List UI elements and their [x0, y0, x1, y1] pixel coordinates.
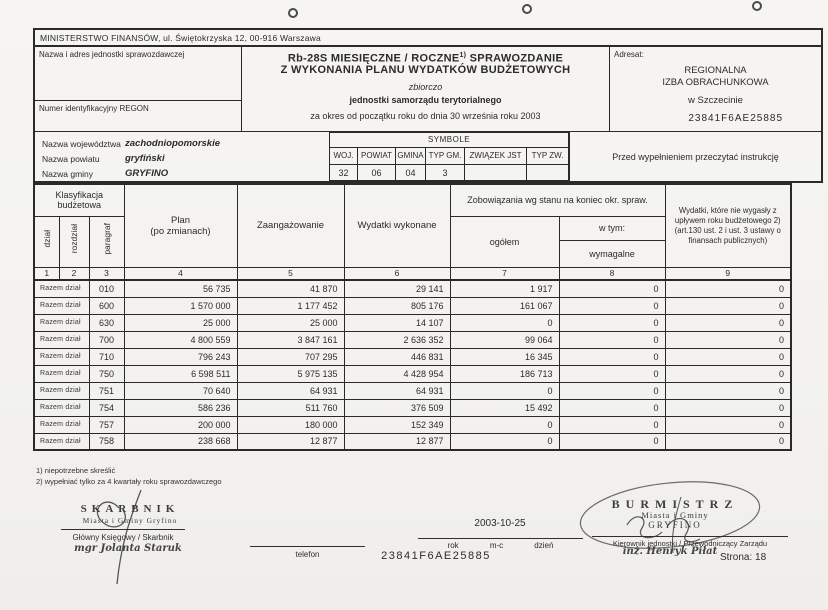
row-label: Razem dział — [34, 297, 89, 314]
row-paragraf-code: 010 — [89, 280, 124, 297]
row-zobowiazania-ogolem: 0 — [450, 314, 559, 331]
table-row — [34, 297, 791, 314]
instruction-note: Przed wypełnieniem przeczytać instrukcję — [569, 132, 821, 181]
footnotes — [36, 466, 222, 488]
symbols-col-header: POWIAT — [358, 147, 396, 165]
row-niewygasle: 0 — [665, 331, 791, 348]
date-unit-year: rok — [447, 541, 459, 550]
county-row: Nazwa powiatu gryfiński — [42, 153, 165, 164]
wymagalne-header: wymagalne — [559, 240, 665, 267]
treasurer-stamp-subtitle: Miasta i Gminy Gryfino — [82, 516, 178, 525]
row-label: Razem dział — [34, 314, 89, 331]
symbols-value — [465, 165, 527, 181]
row-zaangazowanie: 511 760 — [237, 399, 344, 416]
col-number: 1 — [34, 267, 59, 280]
row-plan: 238 668 — [124, 433, 237, 450]
row-label: Razem dział — [34, 348, 89, 365]
col-number: 2 — [59, 267, 89, 280]
treasurer-role-label: Główny Księgowy / Skarbnik — [72, 533, 174, 542]
table-row — [34, 382, 791, 399]
form-header — [33, 28, 823, 183]
row-paragraf-code: 751 — [89, 382, 124, 399]
plan-header: Plan (po zmianach) — [124, 184, 237, 267]
row-label: Razem dział — [34, 433, 89, 450]
report-date: 2003-10-25 — [474, 518, 526, 529]
dzial-header: dział — [34, 216, 59, 267]
row-niewygasle: 0 — [665, 297, 791, 314]
row-zaangazowanie: 3 847 161 — [237, 331, 344, 348]
row-zobowiazania-ogolem: 99 064 — [450, 331, 559, 348]
row-label: Razem dział — [34, 399, 89, 416]
col-number: 4 — [124, 267, 237, 280]
row-paragraf-code: 710 — [89, 348, 124, 365]
punch-hole — [522, 4, 532, 14]
report-period: za okres od początku roku do dnia 30 września roku 2003 — [310, 111, 541, 122]
row-zaangazowanie: 64 931 — [237, 382, 344, 399]
col-number: 7 — [450, 267, 559, 280]
reporting-unit-label: Nazwa i adres jednostki sprawozdawczej — [35, 47, 241, 101]
mayor-signature-line — [592, 536, 788, 537]
row-wymagalne: 0 — [559, 348, 665, 365]
row-wymagalne: 0 — [559, 382, 665, 399]
row-zaangazowanie: 180 000 — [237, 416, 344, 433]
row-wymagalne: 0 — [559, 416, 665, 433]
classification-header: Klasyfikacja budżetowa — [34, 184, 124, 216]
table-row — [34, 348, 791, 365]
scope-collective: zbiorczo — [408, 82, 443, 93]
regon-label: Numer identyfikacyjny REGON — [39, 103, 149, 113]
row-plan: 56 735 — [124, 280, 237, 297]
row-wydatki-wykonane: 12 877 — [344, 433, 450, 450]
symbols-value — [527, 165, 569, 181]
date-unit-labels — [418, 541, 583, 550]
row-plan: 796 243 — [124, 348, 237, 365]
row-label: Razem dział — [34, 365, 89, 382]
row-zaangazowanie: 707 295 — [237, 348, 344, 365]
addressee-block — [610, 47, 821, 131]
footer-form-code: 23841F6AE25885 — [381, 550, 491, 562]
voivodeship-row: Nazwa województwa zachodniopomorskie — [42, 138, 221, 149]
row-zobowiazania-ogolem: 186 713 — [450, 365, 559, 382]
row-wydatki-wykonane: 64 931 — [344, 382, 450, 399]
row-paragraf-code: 750 — [89, 365, 124, 382]
col-number: 8 — [559, 267, 665, 280]
addressee-name: REGIONALNA IZBA OBRACHUNKOWA — [662, 64, 769, 88]
row-zaangazowanie: 41 870 — [237, 280, 344, 297]
punch-hole — [752, 1, 762, 11]
mayor-stamp-city: GRYFINO — [648, 520, 702, 530]
table-row — [34, 365, 791, 382]
row-wymagalne: 0 — [559, 433, 665, 450]
footnote-1: 1) niepotrzebne skreślić — [36, 466, 116, 475]
row-zobowiazania-ogolem: 0 — [450, 416, 559, 433]
niewygasle-header: Wydatki, które nie wygasły z upływem roku budżetowego 2) (art.130 ust. 2 i ust. 3 ustawy o finansach publicznych) — [665, 184, 791, 267]
row-zaangazowanie: 1 177 452 — [237, 297, 344, 314]
territory-block — [35, 132, 329, 181]
mayor-name: inż. Henryk Piłat — [622, 546, 718, 557]
col-number: 9 — [665, 267, 791, 280]
symbols-col-header: TYP ZW. — [527, 147, 569, 165]
budget-table — [33, 183, 792, 451]
column-numbers-row — [34, 267, 791, 280]
table-row — [34, 280, 791, 297]
rozdzial-header: rozdział — [59, 216, 89, 267]
date-unit-month: m-c — [489, 541, 504, 550]
row-plan: 70 640 — [124, 382, 237, 399]
col-number: 5 — [237, 267, 344, 280]
date-line — [418, 538, 583, 539]
addressee-city: w Szczecinie — [688, 94, 743, 106]
row-wymagalne: 0 — [559, 365, 665, 382]
ogolem-header: ogółem — [450, 216, 559, 267]
row-wydatki-wykonane: 29 141 — [344, 280, 450, 297]
mayor-stamp-subtitle: Miasta i Gminy — [641, 510, 709, 520]
phone-label: telefon — [295, 550, 320, 559]
symbols-table — [329, 132, 569, 181]
row-zobowiazania-ogolem: 0 — [450, 433, 559, 450]
row-wymagalne: 0 — [559, 297, 665, 314]
row-paragraf-code: 757 — [89, 416, 124, 433]
symbols-col-header: WOJ. — [330, 147, 358, 165]
symbols-col-header: TYP GM. — [426, 147, 465, 165]
row-wydatki-wykonane: 805 176 — [344, 297, 450, 314]
row-niewygasle: 0 — [665, 365, 791, 382]
symbols-col-header: GMINA — [396, 147, 426, 165]
row-niewygasle: 0 — [665, 416, 791, 433]
addressee-code: 23841F6AE25885 — [688, 112, 783, 124]
mayor-role-label: Kierownik jednostki / Przewodniczący Zarządu — [612, 539, 768, 548]
symbols-value: 3 — [426, 165, 465, 181]
row-wydatki-wykonane: 446 831 — [344, 348, 450, 365]
footnote-2: 2) wypełniać tylko za 4 kwartały roku sprawozdawczego — [36, 476, 222, 486]
row-niewygasle: 0 — [665, 382, 791, 399]
row-wymagalne: 0 — [559, 331, 665, 348]
ministry-header: MINISTERSTWO FINANSÓW, ul. Świętokrzyska 12, 00-916 Warszawa — [35, 30, 821, 47]
report-title-line2: Z WYKONANIA PLANU WYDATKÓW BUDŻETOWYCH — [280, 64, 571, 77]
col-number: 6 — [344, 267, 450, 280]
punch-hole — [288, 8, 298, 18]
symbols-value: 04 — [396, 165, 426, 181]
report-title-block — [242, 47, 610, 131]
mayor-stamp-title: BURMISTRZ — [611, 497, 739, 511]
treasurer-stamp-title: SKARBNIK — [80, 503, 180, 515]
row-zaangazowanie: 25 000 — [237, 314, 344, 331]
row-zobowiazania-ogolem: 161 067 — [450, 297, 559, 314]
zaangazowanie-header: Zaangażowanie — [237, 184, 344, 267]
row-paragraf-code: 700 — [89, 331, 124, 348]
date-unit-day: dzień — [534, 541, 554, 550]
row-paragraf-code: 754 — [89, 399, 124, 416]
row-wydatki-wykonane: 152 349 — [344, 416, 450, 433]
treasurer-name: mgr Jolanta Staruk — [74, 543, 182, 554]
col-number: 3 — [89, 267, 124, 280]
row-wydatki-wykonane: 2 636 352 — [344, 331, 450, 348]
row-label: Razem dział — [34, 382, 89, 399]
paragraf-header: paragraf — [89, 216, 124, 267]
commune-row: Nazwa gminy GRYFINO — [42, 168, 169, 179]
row-wydatki-wykonane: 4 428 954 — [344, 365, 450, 382]
row-plan: 200 000 — [124, 416, 237, 433]
scope-unit-type: jednostki samorządu terytorialnego — [349, 95, 502, 106]
row-plan: 1 570 000 — [124, 297, 237, 314]
budget-table-body — [34, 280, 791, 450]
row-wydatki-wykonane: 376 509 — [344, 399, 450, 416]
wydatki-wykonane-header: Wydatki wykonane — [344, 184, 450, 267]
row-zobowiazania-ogolem: 1 917 — [450, 280, 559, 297]
row-paragraf-code: 758 — [89, 433, 124, 450]
row-wymagalne: 0 — [559, 399, 665, 416]
row-label: Razem dział — [34, 331, 89, 348]
row-niewygasle: 0 — [665, 280, 791, 297]
row-niewygasle: 0 — [665, 348, 791, 365]
row-wymagalne: 0 — [559, 314, 665, 331]
row-plan: 4 800 559 — [124, 331, 237, 348]
row-plan: 25 000 — [124, 314, 237, 331]
addressee-label: Adresat: — [614, 49, 644, 59]
row-niewygasle: 0 — [665, 399, 791, 416]
row-zaangazowanie: 5 975 135 — [237, 365, 344, 382]
row-zaangazowanie: 12 877 — [237, 433, 344, 450]
row-zobowiazania-ogolem: 16 345 — [450, 348, 559, 365]
row-paragraf-code: 630 — [89, 314, 124, 331]
row-wydatki-wykonane: 14 107 — [344, 314, 450, 331]
w-tym-header: w tym: — [559, 216, 665, 240]
symbols-title: SYMBOLE — [330, 133, 569, 148]
table-row — [34, 433, 791, 450]
row-label: Razem dział — [34, 280, 89, 297]
row-plan: 6 598 511 — [124, 365, 237, 382]
symbols-value: 32 — [330, 165, 358, 181]
zobowiazania-header: Zobowiązania wg stanu na koniec okr. spraw. — [450, 184, 665, 216]
row-niewygasle: 0 — [665, 433, 791, 450]
symbols-value: 06 — [358, 165, 396, 181]
symbols-col-header: ZWIĄZEK JST — [465, 147, 527, 165]
row-zobowiazania-ogolem: 0 — [450, 382, 559, 399]
table-row — [34, 314, 791, 331]
report-title-line1: Rb-28S MIESIĘCZNE / ROCZNE$^{1)}$ SPRAWOZDANIE — [287, 51, 564, 65]
table-row — [34, 416, 791, 433]
page-number: Strona: 18 — [720, 552, 767, 563]
phone-line — [250, 546, 365, 547]
treasurer-signature-line — [61, 529, 185, 530]
table-row — [34, 331, 791, 348]
row-label: Razem dział — [34, 416, 89, 433]
row-paragraf-code: 600 — [89, 297, 124, 314]
table-row — [34, 399, 791, 416]
row-niewygasle: 0 — [665, 314, 791, 331]
row-wymagalne: 0 — [559, 280, 665, 297]
row-plan: 586 236 — [124, 399, 237, 416]
row-zobowiazania-ogolem: 15 492 — [450, 399, 559, 416]
